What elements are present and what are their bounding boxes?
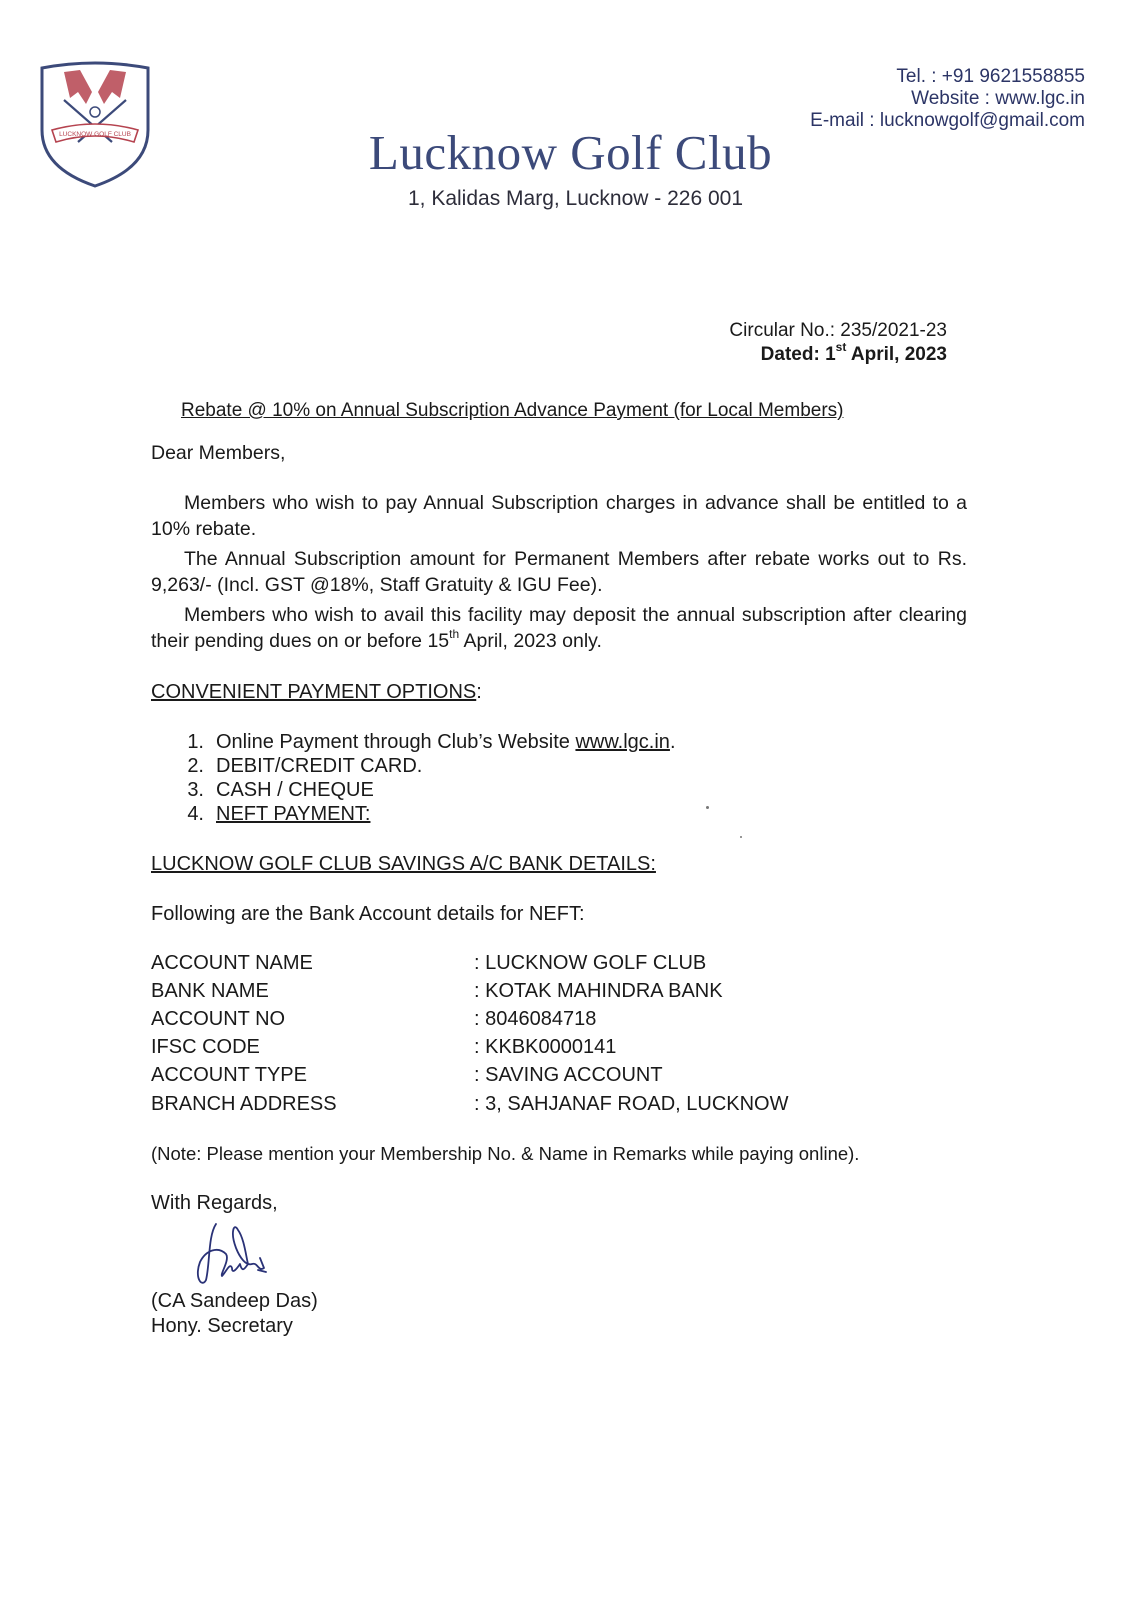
payment-note: (Note: Please mention your Membership No. & Name in Remarks while paying online). — [151, 1143, 860, 1164]
bank-label: ACCOUNT NO — [151, 1008, 286, 1030]
bank-label: BRANCH ADDRESS — [151, 1093, 337, 1115]
club-name: Lucknow Golf Club — [368, 125, 773, 180]
payment-options-heading — [151, 681, 482, 704]
option-number: 3. — [187, 779, 204, 801]
contact-email: E-mail : lucknowgolf@gmail.com — [810, 110, 1085, 131]
option-online-payment — [216, 731, 676, 754]
paragraph-3-text: Members who wish to avail this facility may deposit the annual subscription after clearing their pending dues on or before 15 — [151, 604, 967, 652]
option-card: DEBIT/CREDIT CARD. — [216, 755, 423, 777]
bank-intro: Following are the Bank Account details for NEFT: — [151, 903, 585, 925]
paragraph-2-text: The Annual Subscription amount for Permanent Members after rebate works out to Rs. 9,263/- (Incl. GST @18%, Staff Gratuity & IGU Fee). — [151, 548, 967, 596]
option-number: 1. — [187, 731, 204, 753]
paragraph-3 — [151, 602, 967, 654]
subject-line: Rebate @ 10% on Annual Subscription Advance Payment (for Local Members) — [181, 400, 844, 421]
signature-image — [186, 1218, 276, 1290]
circular-date-label: Dated: 1 — [760, 344, 836, 365]
club-address: 1, Kalidas Marg, Lucknow - 226 001 — [407, 187, 744, 210]
paragraph-2 — [151, 546, 967, 598]
contact-website: Website : www.lgc.in — [911, 88, 1085, 109]
bank-label: IFSC CODE — [151, 1036, 260, 1058]
paragraph-1-text: Members who wish to pay Annual Subscription charges in advance shall be entitled to a 10% rebate. — [151, 492, 967, 540]
scan-speck — [740, 836, 742, 838]
salutation: Dear Members, — [151, 442, 286, 464]
option-neft: NEFT PAYMENT: — [216, 803, 371, 825]
bank-label: BANK NAME — [151, 980, 269, 1002]
bank-value: : KKBK0000141 — [474, 1036, 617, 1058]
scan-speck — [706, 806, 709, 809]
paragraph-3-sup: th — [449, 626, 460, 641]
option-suffix: . — [669, 731, 676, 753]
circular-number: Circular No.: 235/2021-23 — [729, 320, 947, 341]
payment-options-heading-colon: : — [476, 681, 482, 703]
bank-label: ACCOUNT NAME — [151, 952, 313, 974]
bank-label: ACCOUNT TYPE — [151, 1064, 307, 1086]
bank-value: : SAVING ACCOUNT — [474, 1064, 663, 1086]
option-number: 2. — [187, 755, 204, 777]
regards: With Regards, — [151, 1192, 278, 1214]
bank-value: : 3, SAHJANAF ROAD, LUCKNOW — [474, 1093, 789, 1115]
paragraph-3-end: April, 2023 only. — [459, 630, 602, 652]
contact-tel: Tel. : +91 9621558855 — [896, 66, 1085, 87]
bank-details-heading: LUCKNOW GOLF CLUB SAVINGS A/C BANK DETAILS: — [151, 853, 656, 875]
bank-value: : 8046084718 — [474, 1008, 597, 1030]
option-number: 4. — [187, 803, 204, 825]
crest-ribbon-text: LUCKNOW GOLF CLUB — [59, 131, 131, 138]
paragraph-1 — [151, 490, 967, 542]
option-cash: CASH / CHEQUE — [216, 779, 374, 801]
bank-value: : LUCKNOW GOLF CLUB — [474, 952, 707, 974]
signatory-name: (CA Sandeep Das) — [151, 1290, 318, 1312]
signatory-title: Hony. Secretary — [151, 1315, 293, 1337]
option-text: Online Payment through Club’s Website — [216, 731, 576, 753]
circular-date-rest: April, 2023 — [846, 344, 947, 365]
payment-options-heading-text: CONVENIENT PAYMENT OPTIONS — [151, 681, 477, 703]
website-link[interactable]: www.lgc.in — [575, 731, 670, 753]
bank-value: : KOTAK MAHINDRA BANK — [474, 980, 723, 1002]
circular-date — [760, 339, 947, 366]
circular-date-sup: st — [835, 339, 847, 354]
